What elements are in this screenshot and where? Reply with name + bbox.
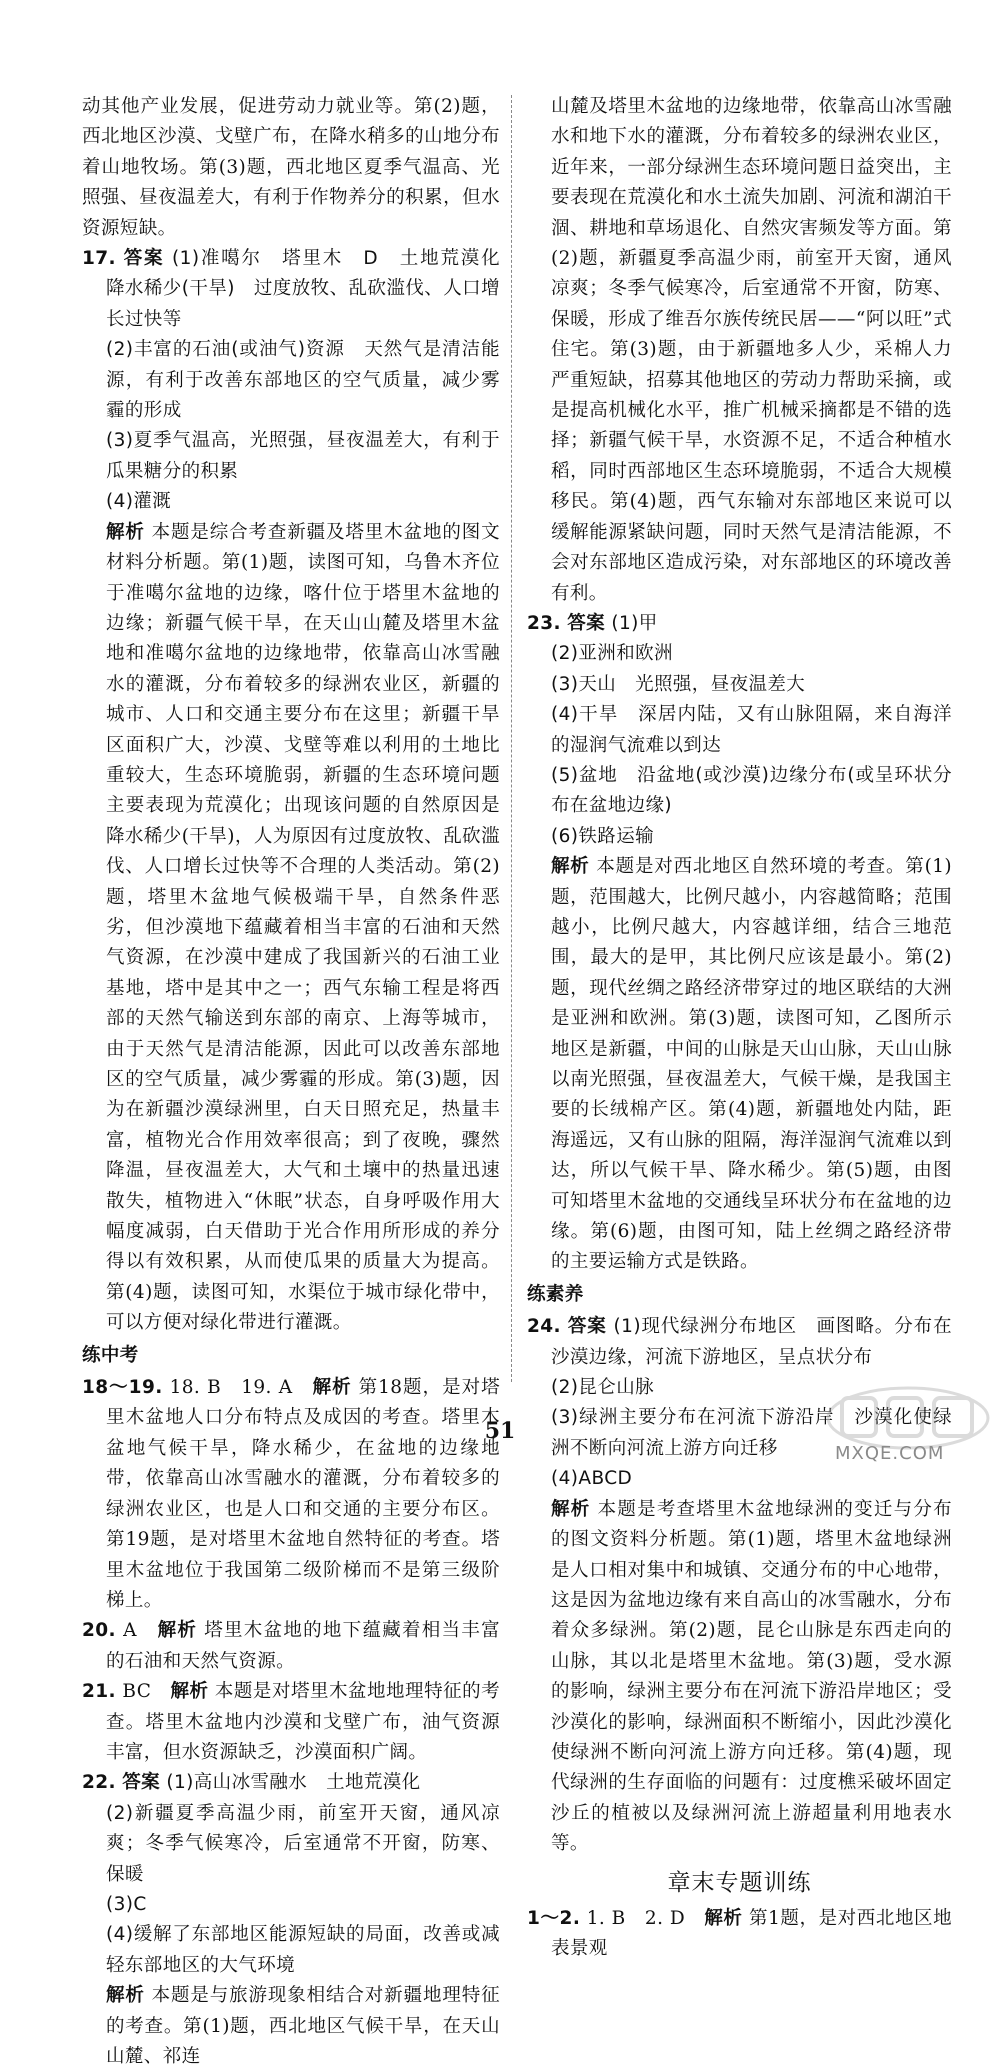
question-number: 22.	[82, 1772, 116, 1794]
q17-answer-4: (4)灌溉	[106, 491, 172, 513]
q23-answer-4: (4)干旱 深居内陆，又有山脉阻隔，来自海洋的湿润气流难以到达	[551, 704, 952, 756]
question-number: 17.	[82, 248, 116, 270]
q18-19	[82, 1373, 500, 1616]
explanation-label: 解析	[704, 1907, 743, 1929]
q17-answer	[82, 244, 519, 335]
explanation-label: 解析	[551, 856, 590, 878]
answer-text: (1)现代绿洲分布地区 画图略。分布在沙漠边缘，河流下游地区，呈点状分布	[551, 1316, 953, 1368]
column-divider	[511, 95, 512, 1382]
q23-answer-2: (2)亚洲和欧洲	[551, 643, 673, 665]
explanation-text: 本题是考查塔里木盆地绿洲的变迁与分布的图文资料分析题。第(1)题，塔里木盆地绿洲是人口相对集中和城镇、交通分布的中心地带，这是因为盆地边缘有来自高山的冰雪融水，分布着众多绿洲。第(2)题，昆仑山脉是东西走向的山脉，其以北是塔里木盆地。第(3)题，受水源的影响，绿洲主要分布在河流下游沿岸地区；受沙漠化的影响，绿洲面积不断缩小，因此沙漠化使绿洲不断向河流上游方向迁移。第(4)题，现代绿洲的生存面临的问题有：过度樵采破坏固定沙丘的植被以及绿洲河流上游超量利用地表水等。	[551, 1498, 953, 1855]
q23-answer-3: (3)天山 光照强，昼夜温差大	[551, 673, 806, 695]
explanation-label: 解析	[157, 1620, 198, 1642]
q24-answer-3: (3)绿洲主要分布在河流下游沿岸 沙漠化使绿洲不断向河流上游方向迁移	[551, 1407, 952, 1459]
answer-label: 答案	[123, 248, 165, 270]
answer-text: A	[123, 1620, 137, 1642]
explanation-label: 解析	[106, 521, 145, 543]
q24-explanation	[527, 1495, 952, 1860]
question-number: 18～19.	[82, 1377, 163, 1399]
answer-text: (1)甲	[611, 612, 658, 634]
left-column	[82, 92, 519, 2072]
q23-answer-6: (6)铁路运输	[551, 825, 655, 847]
explanation-text: 本题是对塔里木盆地地理特征的考查。塔里木盆地内沙漠和戈壁广布，油气资源丰富，但水资源缺乏，沙漠面积广阔。	[106, 1681, 501, 1763]
answer-text: (1)准噶尔 塔里木 D 土地荒漠化 降水稀少(干旱) 过度放牧、乱砍滥伐、人口增长过快等	[106, 248, 519, 330]
question-number: 24.	[527, 1316, 561, 1338]
q17-answer-3: (3)夏季气温高，光照强，昼夜温差大，有利于瓜果糖分的积累	[106, 430, 500, 482]
q22-answer	[82, 1768, 500, 1798]
section-heading-lianzhongkao: 练中考	[82, 1344, 139, 1366]
q22-answer-4: (4)缓解了东部地区能源短缺的局面，改善或减轻东部地区的大气环境	[106, 1924, 500, 1976]
q17-answer-2: (2)丰富的石油(或油气)资源 天然气是清洁能源，有利于改善东部地区的空气质量，减少雾霾的形成	[106, 339, 500, 422]
question-number: 23.	[527, 612, 561, 634]
q23-answer	[527, 609, 952, 639]
question-number: 21.	[82, 1681, 116, 1703]
answer-text: 1. B 2. D	[586, 1907, 686, 1929]
answer-text: (1)高山冰雪融水 土地荒漠化	[166, 1772, 421, 1794]
q22-answer-3: (3)C	[106, 1893, 147, 1915]
q24-answer-4: (4)ABCD	[551, 1468, 633, 1490]
answer-label: 答案	[567, 612, 606, 634]
chapter-title: 章末专题训练	[667, 1869, 812, 1896]
q23-explanation	[527, 852, 952, 1278]
answer-text: 18. B 19. A	[169, 1377, 293, 1399]
right-column	[527, 92, 952, 1964]
explanation-label: 解析	[170, 1681, 209, 1703]
explanation-label: 解析	[106, 1985, 145, 2007]
q17-explanation	[82, 518, 500, 1339]
answer-label: 答案	[122, 1772, 161, 1794]
explanation-text: 第1题，是对西北地区地表景观	[551, 1907, 953, 1959]
q22-explanation	[82, 1981, 500, 2072]
explanation-label: 解析	[312, 1377, 352, 1399]
answer-label: 答案	[567, 1316, 607, 1338]
explanation-text: 本题是与旅游现象相结合对新疆地理特征的考查。第(1)题，西北地区气候干旱，在天山山麓、祁连	[106, 1985, 501, 2067]
q21	[82, 1677, 500, 1768]
q1-2	[527, 1904, 952, 1965]
explanation-text: 本题是综合考查新疆及塔里木盆地的图文材料分析题。第(1)题，读图可知，乌鲁木齐位于准噶尔盆地的边缘，喀什位于塔里木盆地的边缘；新疆气候干旱，在天山山麓及塔里木盆地和准噶尔盆地的边缘地带，依靠高山冰雪融水的灌溉，分布着较多的绿洲农业区，新疆的城市、人口和交通主要分布在这里；新疆干旱区面积广大，沙漠、戈壁等难以利用的土地比重较大，生态环境脆弱，新疆的生态环境问题主要表现为荒漠化；出现该问题的自然原因是降水稀少(干旱)，人为原因有过度放牧、乱砍滥伐、人口增长过快等不合理的人类活动。第(2)题，塔里木盆地气候极端干旱，自然条件恶劣，但沙漠地下蕴藏着相当丰富的石油和天然气资源，在沙漠中建成了我国新兴的石油工业基地，塔中是其中之一；西气东输工程是将西部的天然气输送到东部的南京、上海等城市，由于天然气是清洁能源，因此可以改善东部地区的空气质量，减少雾霾的形成。第(3)题，因为在新疆沙漠绿洲里，白天日照充足，热量丰富，植物光合作用效率很高；到了夜晚，骤然降温，昼夜温差大，大气和土壤中的热量迅速散失，植物进入“休眠”状态，自身呼吸作用大幅度减弱，白天借助于光合作用所形成的养分得以有效积累，从而使瓜果的质量大为提高。第(4)题，读图可知，水渠位于城市绿化带中，可以方便对绿化带进行灌溉。	[106, 521, 501, 1334]
paragraph-continued: 山麓及塔里木盆地的边缘地带，依靠高山冰雪融水和地下水的灌溉，分布着较多的绿洲农业区，近年来，一部分绿洲生态环境问题日益突出，主要表现在荒漠化和水土流失加剧、河流和湖泊干涸、耕地和草场退化、自然灾害频发等方面。第(2)题，新疆夏季高温少雨，前室开天窗，通风凉爽；冬季气候寒冷，后室通常不开窗，防寒、保暖，形成了维吾尔族传统民居——“阿以旺”式住宅。第(3)题，由于新疆地多人少，采棉人力严重短缺，招募其他地区的劳动力帮助采摘，或是提高机械化水平，推广机械采摘都是不错的选择；新疆气候干旱，水资源不足，不适合种植水稻，同时西部地区生态环境脆弱，不适合大规模移民。第(4)题，西气东输对东部地区来说可以缓解能源紧缺问题，同时天然气是清洁能源，不会对东部地区造成污染，对东部地区的环境改善有利。	[551, 96, 952, 604]
question-number: 1～2.	[527, 1907, 581, 1929]
q23-answer-5: (5)盆地 沿盆地(或沙漠)边缘分布(或呈环状分布在盆地边缘)	[551, 764, 952, 817]
q20	[82, 1616, 500, 1677]
explanation-label: 解析	[551, 1498, 591, 1520]
section-heading-liansuyang: 练素养	[527, 1283, 584, 1305]
page-number: 51	[484, 1418, 516, 1444]
explanation-text: 第18题，是对塔里木盆地人口分布特点及成因的考查。塔里木盆地气候干旱，降水稀少，在盆地的边缘地带，依靠高山冰雪融水的灌溉，分布着较多的绿洲农业区，也是人口和交通的主要分布区。第19题，是对塔里木盆地自然特征的考查。塔里木盆地位于我国第二级阶梯而不是第三级阶梯上。	[106, 1377, 500, 1611]
q24-answer	[527, 1312, 952, 1373]
q22-answer-2: (2)新疆夏季高温少雨，前室开天窗，通风凉爽；冬季气候寒冷，后室通常不开窗，防寒、保暖	[106, 1802, 500, 1885]
q24-answer-2: (2)昆仑山脉	[551, 1377, 655, 1399]
paragraph-continued: 动其他产业发展，促进劳动力就业等。第(2)题，西北地区沙漠、戈壁广布，在降水稍多的山地分布着山地牧场。第(3)题，西北地区夏季气温高、光照强、昼夜温差大，有利于作物养分的积累，但水资源短缺。	[82, 96, 500, 239]
question-number: 20.	[82, 1620, 116, 1642]
answer-text: BC	[122, 1681, 152, 1703]
explanation-text: 塔里木盆地的地下蕴藏着相当丰富的石油和天然气资源。	[106, 1620, 500, 1672]
watermark-text: MXQE.COM	[835, 1443, 945, 1464]
explanation-text: 本题是对西北地区自然环境的考查。第(1)题，范围越大，比例尺越小，内容越简略；范围越小，比例尺越大，内容越详细，结合三地范围，最大的是甲，其比例尺应该是最小。第(2)题，现代丝绸之路经济带穿过的地区联结的大洲是亚洲和欧洲。第(3)题，读图可知，乙图所示地区是新疆，中间的山脉是天山山脉，天山山脉以南光照强，昼夜温差大，气候干燥，是我国主要的长绒棉产区。第(4)题，新疆地处内陆，距海遥远，又有山脉的阻隔，海洋湿润气流难以到达，所以气候干旱、降水稀少。第(5)题，由图可知塔里木盆地的交通线呈环状分布在盆地的边缘。第(6)题，由图可知，陆上丝绸之路经济带的主要运输方式是铁路。	[551, 856, 952, 1273]
